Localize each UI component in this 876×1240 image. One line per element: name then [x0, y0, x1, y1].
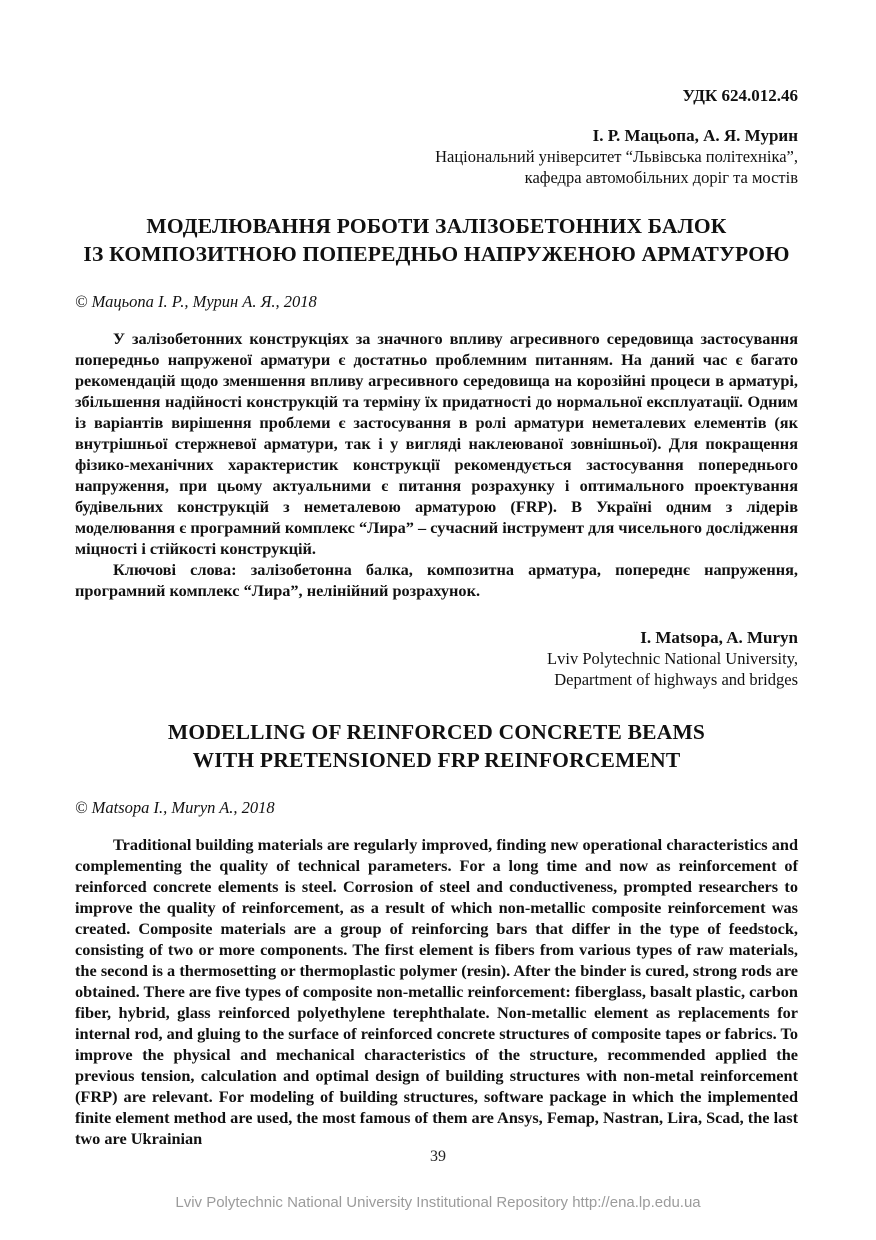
ua-abstract-text: У залізобетонних конструкціях за значного впливу агресивного середовища застосування попередньо напруженої арматури є достатньо проблемним питанням. На даний час є багато рекомендацій щодо зменшення впливу агресивного середовища на корозійні процеси в арматурі, збільшення надійності конструкцій та терміну їх придатності до нормальної експлуатації. Одним із варіантів вирішення проблеми є застосування в ролі арматури неметалевих елементів (як внутрішньої стержневої арматури, так і у вигляді наклеюваної зовнішньої). Для покращення фізико-механічних характеристик конструкції рекомендується застосування попереднього напруження, при цьому актуальними є питання розрахунку і оптимального проектування будівельних конструкцій з неметалевою арматурою (FRP). В Україні одним з лідерів моделювання є програмний комплекс “Лира” – сучасний інструмент для чисельного дослідження міцності і стійкості конструкцій.: [75, 329, 798, 558]
ua-authors: І. Р. Мацьопа, А. Я. Мурин: [592, 126, 798, 145]
ua-title-line2: ІЗ КОМПОЗИТНОЮ ПОПЕРЕДНЬО НАПРУЖЕНОЮ АРМАТУРОЮ: [83, 242, 790, 266]
en-abstract-block: [75, 834, 798, 1149]
ua-affiliation-university: Національний університет “Львівська політехніка”,: [435, 147, 798, 166]
page-number: 39: [430, 1148, 446, 1165]
en-title-line2: WITH PRETENSIONED FRP REINFORCEMENT: [192, 748, 681, 772]
en-authors: I. Matsopa, A. Muryn: [640, 628, 798, 647]
ua-title-line1: МОДЕЛЮВАННЯ РОБОТИ ЗАЛІЗОБЕТОННИХ БАЛОК: [146, 214, 727, 238]
en-article-title: [75, 718, 798, 774]
ua-copyright-line: © Мацьопа І. Р., Мурин А. Я., 2018: [75, 292, 317, 311]
ua-abstract-block: [75, 328, 798, 601]
en-title-line1: MODELLING OF REINFORCED CONCRETE BEAMS: [167, 720, 706, 744]
en-authors-block: [75, 627, 798, 690]
udk-code: УДК 624.012.46: [682, 86, 798, 105]
en-abstract-text: Traditional building materials are regularly improved, finding new operational characteristics and complementing the quality of technical parameters. For a long time and now as reinforcement of reinforced concrete elements is steel. Corrosion of steel and conductiveness, prompted researchers to improve the quality of reinforcement, as a result of which non-metallic composite reinforcement was created. Composite materials are a group of reinforcing bars that differ in the type of feedstock, consisting of two or more components. The first element is fibers from various types of raw materials, the second is a thermosetting or thermoplastic polymer (resin). After the binder is cured, strong rods are obtained. There are five types of composite non-metallic reinforcement: fiberglass, basalt plastic, carbon fiber, hybrid, glass reinforced polyethylene terephthalate. Non-metallic element as replacements for internal rod, and gluing to the surface of reinforced concrete structures of composite tapes or fabrics. To improve the physical and mechanical characteristics of the structure, recommended applied the previous tension, calculation and optimal design of building structures with non-metal reinforcement (FRP) are relevant. For modeling of building structures, software package in which the implemented finite element method are used, the most famous of them are Ansys, Femap, Nastran, Lira, Scad, the last two are Ukrainian: [75, 835, 798, 1148]
en-copyright-line: © Matsopa I., Muryn A., 2018: [75, 798, 275, 817]
ua-keywords: Ключові слова: залізобетонна балка, композитна арматура, попереднє напруження, програмний комплекс “Лира”, нелінійний розрахунок.: [75, 560, 798, 600]
repository-footer: Lviv Polytechnic National University Institutional Repository http://ena.lp.edu.ua: [175, 1194, 701, 1211]
en-affiliation-university: Lviv Polytechnic National University,: [547, 649, 798, 668]
ua-article-title: [75, 212, 798, 268]
ua-affiliation-department: кафедра автомобільних доріг та мостів: [524, 168, 798, 187]
ua-authors-block: [75, 125, 798, 188]
en-affiliation-department: Department of highways and bridges: [554, 670, 798, 689]
